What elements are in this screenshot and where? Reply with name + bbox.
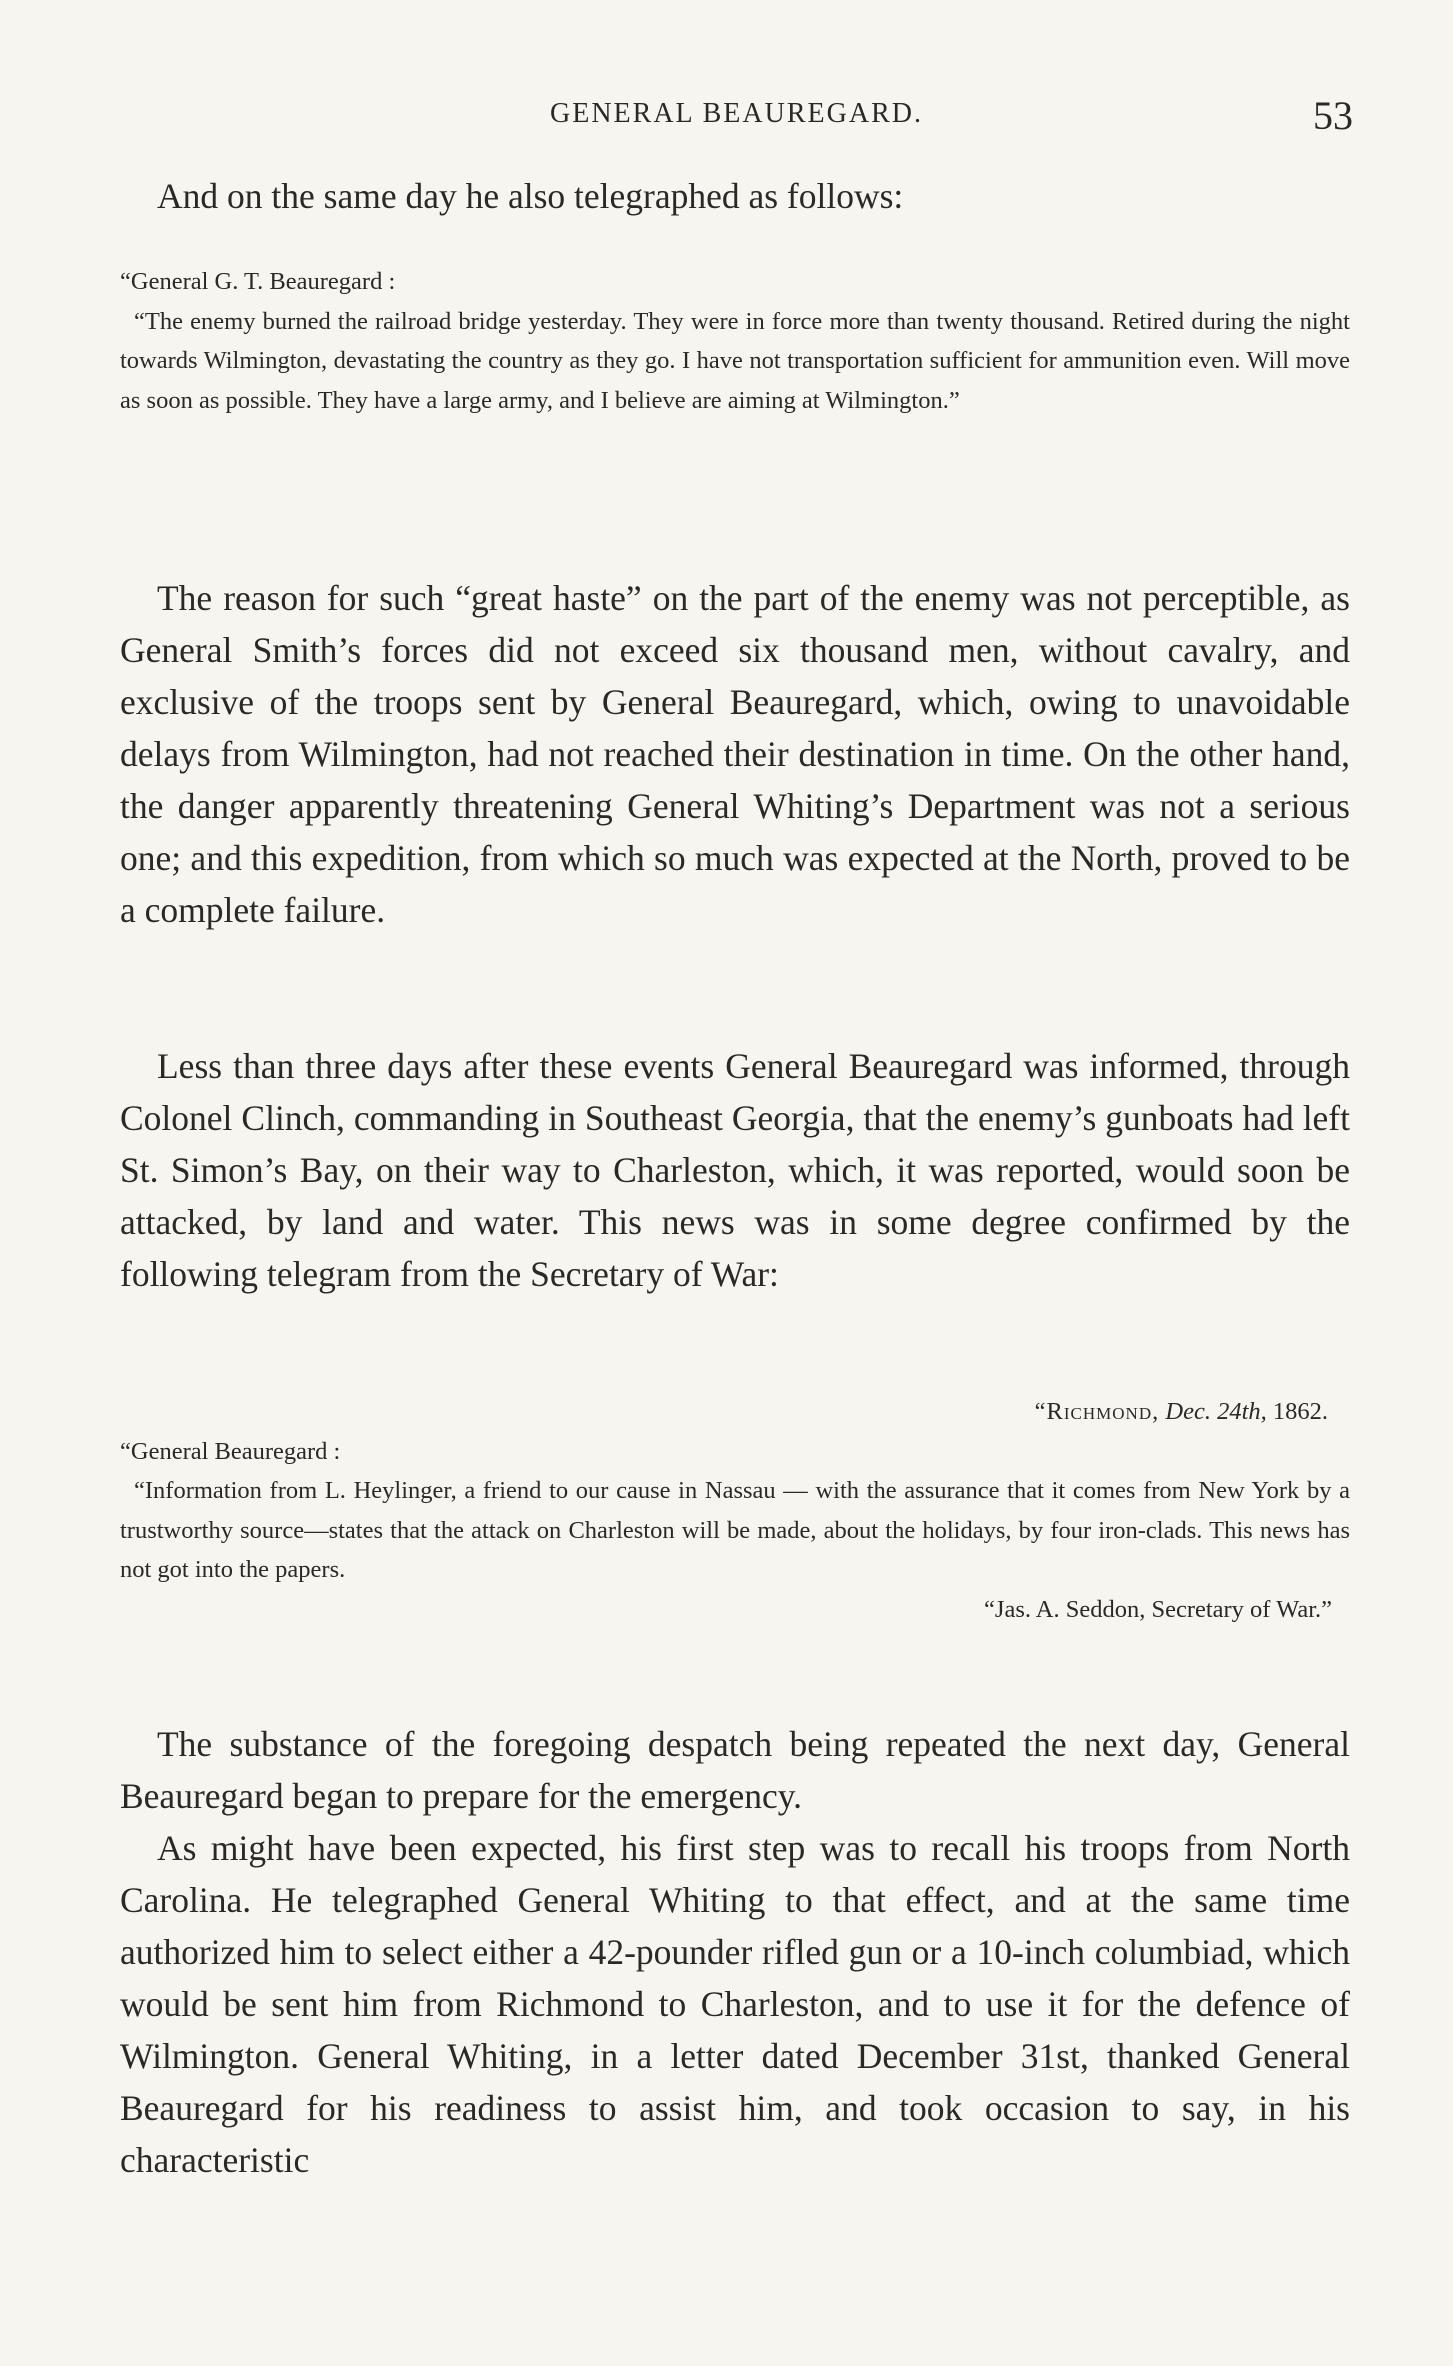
paragraph-great-haste <box>120 572 1350 936</box>
telegram-body: “Information from L. Heylinger, a friend to our cause in Nassau — with the assurance that it comes from New York by a trustworthy source—states that the attack on Charleston will be made, about the holidays, by four iron-clads. This news has not got into the papers. <box>120 1477 1350 1583</box>
dateline-date: Dec. 24th, <box>1165 1398 1267 1425</box>
paragraph-despatch <box>120 1718 1350 1822</box>
paragraph-gunboats <box>120 1040 1350 1300</box>
intro-text: And on the same day he also telegraphed as follows: <box>157 176 904 216</box>
telegram-salutation: “General G. T. Beauregard : <box>120 268 396 295</box>
telegram-whiting <box>120 262 1350 420</box>
telegram-seddon <box>120 1392 1350 1629</box>
dateline-place: “Richmond, <box>1034 1398 1160 1425</box>
paragraph-text: Less than three days after these events General Beauregard was informed, through Colonel Clinch, commanding in Southeast Georgia, that the enemy’s gunboats had left St. Simon’s Bay, on their way to Charleston, which, it was reported, would soon be attacked, by land and water. This news was in some degree confirmed by the following telegram from the Secretary of War: <box>120 1046 1350 1294</box>
telegram-signature: “Jas. A. Seddon, Secretary of War.” <box>984 1595 1332 1623</box>
paragraph-text: The substance of the foregoing despatch being repeated the next day, General Beauregard began to prepare for the emergency. <box>120 1724 1350 1816</box>
telegram-body: “The enemy burned the railroad bridge yesterday. They were in force more than twenty thousand. Retired during the night towards Wilmington, devastating the country as they go. I have not transportation sufficient for ammunition even. Will move as soon as possible. They have a large army, and I believe are aiming at Wilmington.” <box>120 307 1350 414</box>
page-number: 53 <box>1313 93 1353 138</box>
running-head: GENERAL BEAUREGARD. <box>550 98 923 129</box>
paragraph-text: The reason for such “great haste” on the part of the enemy was not perceptible, as General Smith’s forces did not exceed six thousand men, without cavalry, and exclusive of the troops sent by General Beauregard, which, owing to unavoidable delays from Wilmington, had not reached their destination in time. On the other hand, the danger apparently threatening General Whiting’s Department was not a serious one; and this expedition, from which so much was expected at the North, proved to be a complete failure. <box>120 578 1350 930</box>
telegram-salutation: “General Beauregard : <box>120 1437 341 1465</box>
telegram-dateline <box>120 1392 1350 1432</box>
page-header <box>120 92 1353 138</box>
paragraph-recall <box>120 1822 1350 2186</box>
intro-paragraph <box>120 170 1350 222</box>
dateline-year: 1862. <box>1272 1398 1328 1425</box>
paragraph-text: As might have been expected, his first step was to recall his troops from North Carolina. He telegraphed General Whiting to that effect, and at the same time authorized him to select either a 42-pounder rifled gun or a 10-inch columbiad, which would be sent him from Richmond to Charleston, and to use it for the defence of Wilmington. General Whiting, in a letter dated December 31st, thanked General Beauregard for his readiness to assist him, and took occasion to say, in his characteristic <box>120 1828 1350 2180</box>
